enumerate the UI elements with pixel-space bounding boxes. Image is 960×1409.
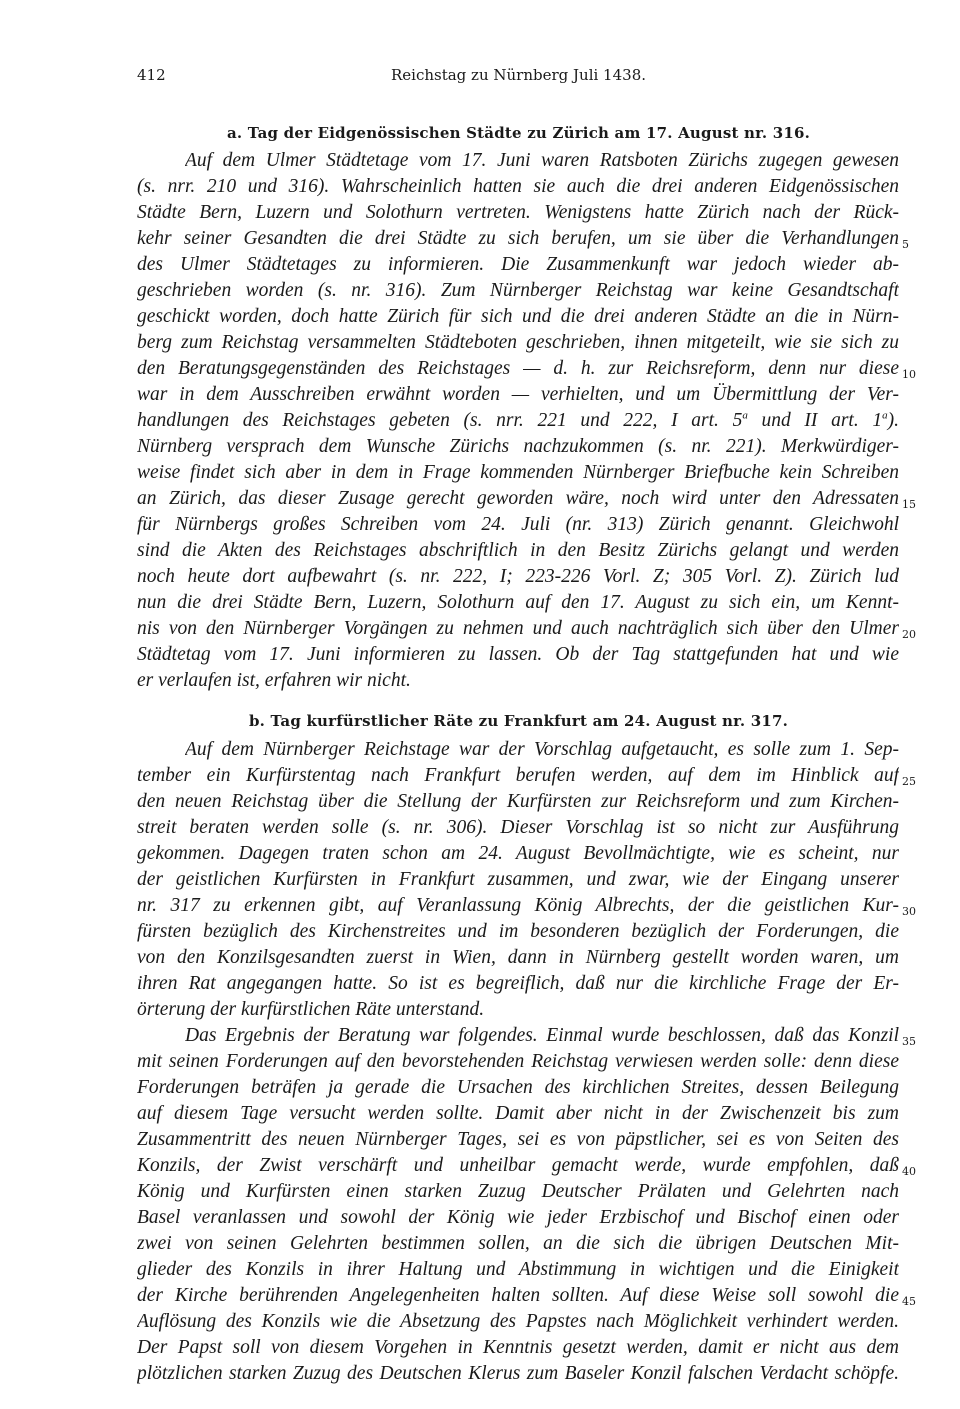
- body-line: den Beratungsgegenständen des Reichstages — d. h. zur Reichsreform, denn nur diese: [137, 358, 899, 379]
- margin-line-number: 5: [902, 238, 909, 251]
- line-text: handlungen des Reichstages gebeten (s. nrr. 221 und 222, I art. 5: [137, 410, 743, 431]
- section-heading-a: a. Tag der Eidgenössischen Städte zu Zürich am 17. August nr. 316.: [226, 124, 811, 142]
- body-line: Basel veranlassen und sowohl der König wie jeder Erzbischof und Bischof einen oder: [137, 1207, 899, 1228]
- body-line: mit seinen Forderungen auf den bevorstehenden Reichstag verwiesen werden solle: denn diese: [137, 1051, 899, 1072]
- page-header: [137, 66, 900, 88]
- body-line: von den Konzilsgesandten zuerst in Wien, dann in Nürnberg gestellt worden waren, um: [137, 947, 899, 968]
- body-line: er verlaufen ist, erfahren wir nicht.: [137, 670, 411, 691]
- body-line: Das Ergebnis der Beratung war folgendes. Einmal wurde beschlossen, daß das Konzil: [185, 1025, 899, 1046]
- body-line: der Kirche berührenden Angelegenheiten halten sollten. Auf diese Weise soll sowohl die: [137, 1285, 899, 1306]
- body-line: war in dem Ausschreiben erwähnt worden — verhielten, und um Übermittlung der Ver-: [137, 384, 899, 405]
- line-text: ).: [887, 410, 899, 431]
- body-line: geschrieben worden (s. nr. 316). Zum Nürnberger Reichstag war keine Gesandtschaft: [137, 280, 899, 301]
- body-line: noch heute dort aufbewahrt (s. nr. 222, I; 223-226 Vorl. Z; 305 Vorl. Z). Zürich lud: [137, 566, 899, 587]
- body-line: fürsten bezüglich des Kirchenstreites und im besonderen bezüglich der Forderungen, die: [137, 921, 899, 942]
- body-line: zwei von seinen Gelehrten bestimmen sollen, an die sich die übrigen Deutschen Mit-: [137, 1233, 899, 1254]
- body-line: streit beraten werden solle (s. nr. 306). Dieser Vorschlag ist so nicht zur Ausführung: [137, 817, 899, 838]
- running-head: Reichstag zu Nürnberg Juli 1438.: [390, 66, 646, 84]
- section-heading-b: b. Tag kurfürstlicher Räte zu Frankfurt am 24. August nr. 317.: [248, 712, 789, 730]
- body-line: den neuen Reichstag über die Stellung der Kurfürsten zur Reichsreform und zum Kirchen-: [137, 791, 899, 812]
- body-line: sind die Akten des Reichstages abschriftlich in den Besitz Zürichs gelangt und werden: [137, 540, 899, 561]
- body-line: des Ulmer Städtetages zu informieren. Die Zusammenkunft war jedoch wieder ab-: [137, 254, 899, 275]
- body-line: Auf dem Ulmer Städtetage vom 17. Juni waren Ratsboten Zürichs zugegen gewesen: [185, 150, 899, 171]
- page-number: 412: [137, 66, 166, 84]
- margin-line-number: 35: [902, 1035, 916, 1048]
- line-text: und II art. 1: [747, 410, 883, 431]
- body-line: tember ein Kurfürstentag nach Frankfurt berufen werden, auf dem im Hinblick auf: [137, 765, 899, 786]
- margin-line-number: 20: [902, 628, 916, 641]
- body-line: (s. nrr. 210 und 316). Wahrscheinlich hatten sie auch die drei anderen Eidgenössischen: [137, 176, 899, 197]
- body-line: kehr seiner Gesandten die drei Städte zu sich berufen, um sie über die Verhandlungen: [137, 228, 899, 249]
- body-line: Zusammentritt des neuen Nürnberger Tages, sei es von päpstlicher, sei es von Seiten des: [137, 1129, 899, 1150]
- body-line: ihren Rat angegangen hatte. So ist es begreiflich, daß nur die kirchliche Frage der Er-: [137, 973, 899, 994]
- margin-line-number: 40: [902, 1165, 916, 1178]
- margin-line-number: 25: [902, 775, 916, 788]
- body-line: örterung der kurfürstlichen Räte unterstand.: [137, 999, 485, 1020]
- body-line: König und Kurfürsten einen starken Zuzug Deutscher Prälaten und Gelehrten nach: [137, 1181, 899, 1202]
- body-line: Auf dem Nürnberger Reichstage war der Vorschlag aufgetaucht, es solle zum 1. Sep-: [185, 739, 899, 760]
- body-line: Auflösung des Konzils wie die Absetzung des Papstes nach Möglichkeit verhindert werden.: [137, 1311, 899, 1332]
- body-line: berg zum Reichstag versammelten Städteboten geschrieben, ihnen mitgeteilt, wie sie sich zu: [137, 332, 899, 353]
- body-line: Städte Bern, Luzern und Solothurn vertreten. Wenigstens hatte Zürich nach der Rück-: [137, 202, 899, 223]
- body-line: nr. 317 zu erkennen gibt, auf Veranlassung König Albrechts, der die geistlichen Kur-: [137, 895, 899, 916]
- body-line: Der Papst soll von diesem Vorgehen in Kenntnis gesetzt werden, damit er nicht aus dem: [137, 1337, 899, 1358]
- body-line-with-superscripts: [137, 408, 899, 434]
- body-line: Städtetag vom 17. Juni informieren zu lassen. Ob der Tag stattgefunden hat und wie: [137, 644, 899, 665]
- margin-line-number: 10: [902, 368, 916, 381]
- body-line: plötzlichen starken Zuzug des Deutschen Klerus zum Baseler Konzil falschen Verdacht schöpfe.: [137, 1363, 899, 1384]
- body-line: glieder des Konzils in ihrer Haltung und Abstimmung in wichtigen und die Einigkeit: [137, 1259, 899, 1280]
- body-line: geschickt worden, doch hatte Zürich für sich und die drei anderen Städte an die in Nürn-: [137, 306, 899, 327]
- superscript: a: [882, 409, 888, 422]
- body-line: nis von den Nürnberger Vorgängen zu nehmen und auch nachträglich sich über den Ulmer: [137, 618, 899, 639]
- body-line: nun die drei Städte Bern, Luzern, Solothurn auf den 17. August zu sich ein, um Kennt-: [137, 592, 899, 613]
- body-line: an Zürich, das dieser Zusage gerecht geworden wäre, noch wird unter den Adressaten: [137, 488, 899, 509]
- body-line: Konzils, der Zwist verschärft und unheilbar gemacht werde, wurde empfohlen, daß: [137, 1155, 899, 1176]
- margin-line-number: 45: [902, 1295, 916, 1308]
- body-line: für Nürnbergs großes Schreiben vom 24. Juli (nr. 313) Zürich genannt. Gleichwohl: [137, 514, 899, 535]
- body-line: auf diesem Tage versucht werden sollte. Damit aber nicht in der Zwischenzeit bis zum: [137, 1103, 899, 1124]
- body-line: Nürnberg versprach dem Wunsche Zürichs nachzukommen (s. nr. 221). Merkwürdiger-: [137, 436, 899, 457]
- margin-line-number: 30: [902, 905, 916, 918]
- margin-line-number: 15: [902, 498, 916, 511]
- body-line: Forderungen beträfen ja gerade die Ursachen des kirchlichen Streites, dessen Beilegung: [137, 1077, 899, 1098]
- body-line: gekommen. Dagegen traten schon am 24. August Bevollmächtigte, wie es scheint, nur: [137, 843, 899, 864]
- body-line: weise findet sich aber in dem in Frage kommenden Nürnberger Briefbuche kein Schreiben: [137, 462, 899, 483]
- superscript: a: [742, 409, 748, 422]
- body-line: der geistlichen Kurfürsten in Frankfurt zusammen, und zwar, wie der Eingang unserer: [137, 869, 899, 890]
